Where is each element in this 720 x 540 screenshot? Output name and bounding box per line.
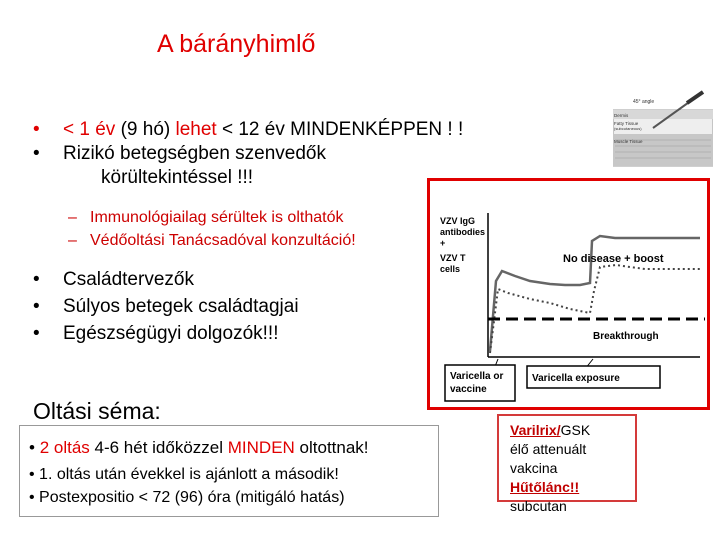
bullet-dot: •	[33, 119, 40, 140]
vaccine-route: subcutan	[510, 498, 567, 514]
vaccine-name-line	[510, 421, 635, 440]
schedule-line-2: • 1. oltás után évekkel is ajánlott a második!	[29, 466, 339, 483]
bullet-dot: •	[33, 269, 40, 290]
bullet-label: Családtervezők	[63, 269, 194, 290]
muscle-label: Muscle Tissue	[614, 139, 643, 144]
bullet-family-planning	[33, 266, 299, 293]
no-disease-label: No disease + boost	[563, 253, 664, 265]
vaccine-box-line1: Varicella or	[450, 371, 504, 382]
age-limit-text: < 1 év	[63, 119, 116, 140]
vaccine-type: élő attenuált vakcina	[510, 441, 587, 476]
bullet-dot: •	[33, 323, 40, 344]
bullet-risk-cont	[33, 166, 463, 190]
vaccine-box-line2: vaccine	[450, 384, 487, 395]
schedule-box	[19, 425, 439, 517]
y-label-igg-line3: +	[440, 238, 446, 248]
everyone-text: oltottnak!	[294, 438, 369, 457]
sub-list	[68, 206, 356, 252]
bullet-list-bottom	[33, 266, 299, 347]
bullet-health-workers	[33, 320, 299, 347]
vaccine-name: Varilrix/	[510, 422, 561, 438]
bullet-age	[33, 118, 463, 142]
subcutaneous-label: (subcutaneous)	[614, 126, 642, 131]
bullet-label: Egészségügyi dolgozók!!!	[63, 323, 279, 344]
two-doses-text: 2 oltás	[39, 438, 90, 457]
immunity-diagram-svg	[430, 181, 707, 407]
bullet-dot: •	[33, 296, 40, 317]
exposure-box-label: Varicella exposure	[532, 373, 620, 384]
bullet-label: Súlyos betegek családtagjai	[63, 296, 299, 317]
breakthrough-label: Breakthrough	[593, 331, 659, 342]
bullet-dot: •	[33, 143, 40, 164]
dash: –	[68, 232, 77, 249]
minden-text: MINDEN	[227, 438, 295, 457]
age-upper-text: < 12 év MINDENKÉPPEN ! !	[216, 119, 464, 140]
cold-chain-note: Hűtőlánc!!	[510, 479, 580, 495]
sub-item-consult	[68, 229, 356, 252]
risk-text-cont: körültekintéssel !!!	[101, 167, 254, 188]
bullet-family-members	[33, 293, 299, 320]
risk-text: Rizikó betegségben szenvedők	[63, 143, 327, 164]
y-label-igg-line2: antibodies	[440, 227, 486, 237]
sub-item-immuno	[68, 206, 356, 229]
schedule-line-3: • Postexpositio < 72 (96) óra (mitigáló hatás)	[29, 489, 345, 506]
interval-text: 4-6 hét időközzel	[89, 438, 228, 457]
dermis-label: Dermis	[614, 113, 629, 118]
y-label-t-line2: cells	[440, 264, 461, 274]
age-months-text: (9 hó)	[115, 119, 176, 140]
page-title: A bárányhimlő	[157, 30, 316, 58]
y-label-igg-line1: VZV IgG	[440, 216, 476, 226]
schedule-heading: Oltási séma:	[33, 398, 161, 424]
schedule-line-1	[29, 438, 369, 458]
lehet-text: lehet	[175, 119, 217, 140]
bullet-list-top	[33, 118, 463, 190]
angle-label: 45° angle	[633, 99, 655, 105]
syringe-icon	[687, 92, 703, 103]
sub-item-label: Védőoltási Tanácsadóval konzultáció!	[90, 232, 356, 249]
bullet-risk	[33, 142, 463, 166]
injection-skin-illustration	[613, 90, 713, 168]
sub-item-label: Immunológiailag sérültek is olthatók	[90, 209, 344, 226]
vaccine-maker: GSK	[560, 422, 591, 438]
dash: –	[68, 209, 77, 226]
bullet-dot: •	[29, 438, 35, 457]
vaccine-info-box	[497, 414, 637, 514]
fatty-label: Fatty Tissue	[614, 121, 639, 126]
y-label-t-line1: VZV T	[440, 253, 466, 263]
immunity-diagram	[427, 178, 710, 410]
